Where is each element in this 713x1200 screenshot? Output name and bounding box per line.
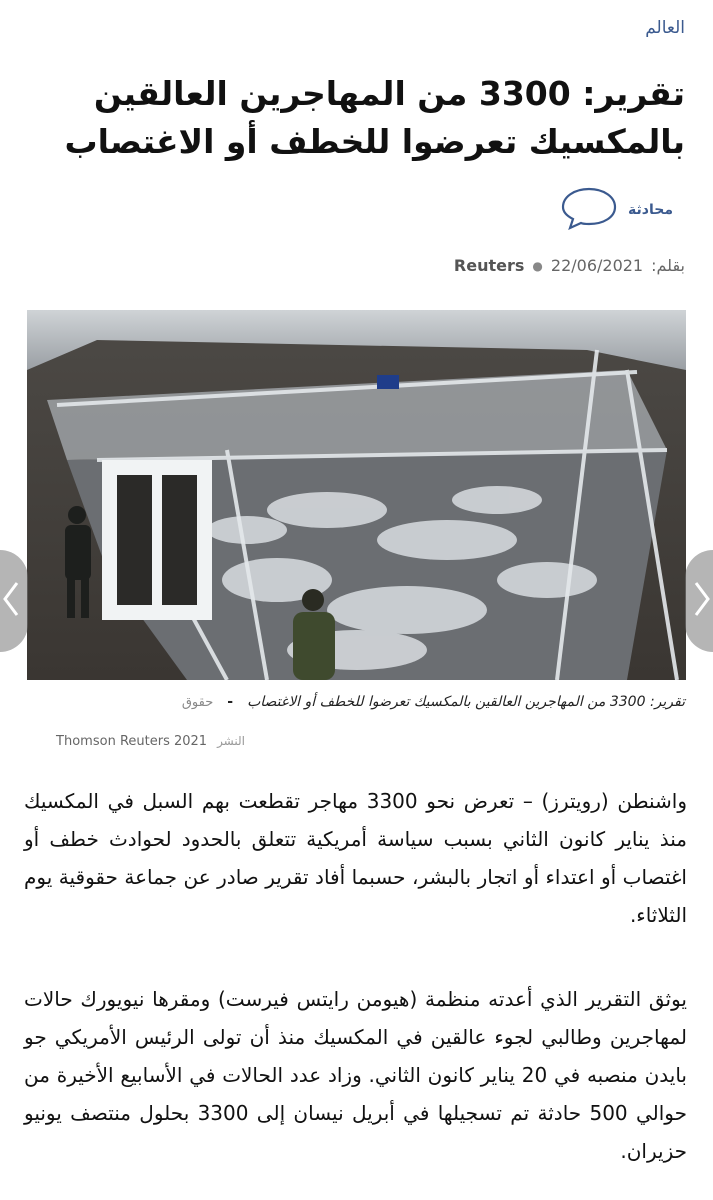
article-headline: تقرير: 3300 من المهاجرين العالقين بالمكسيك تعرضوا للخطف أو الاغتصاب: [64, 74, 685, 161]
article-paragraph: واشنطن (رويترز) – تعرض نحو 3300 مهاجر تقطعت بهم السبل في المكسيك منذ يناير كانون الثاني بسبب سياسة أمريكية تتعلق بالحدود لحوادث خطف أو اغتصاب أو اعتداء أو اتجار بالبشر، حسبما أفاد تقرير صادر عن جماعة حقوقية يوم الثلاثاء.: [24, 789, 687, 927]
previous-image-button[interactable]: [0, 550, 28, 652]
next-image-button[interactable]: [685, 550, 713, 652]
article-photo[interactable]: [27, 310, 686, 680]
photo-illustration: [27, 310, 686, 680]
image-caption: تقرير: 3300 من المهاجرين العالقين بالمكسيك تعرضوا للخطف أو الاغتصاب: [247, 694, 685, 710]
author-link[interactable]: Reuters: [453, 256, 525, 275]
conversation-button[interactable]: [560, 186, 673, 234]
section-link[interactable]: العالم: [645, 18, 685, 38]
speech-bubble-icon: [560, 186, 618, 234]
image-credit: Thomson Reuters 2021: [56, 734, 208, 749]
article-paragraph: يوثق التقرير الذي أعدته منظمة (هيومن رايتس فيرست) ومقرها نيويورك حالات لمهاجرين وطالبي لجوء عالقين في المكسيك منذ أن تولى الرئيس الأمريكي جو بايدن منصبه في 20 يناير كانون الثاني. وزاد عدد الحالات في الأسابيع الأخيرة من حوالي 500 حادثة تم تسجيلها في أبريل نيسان إلى 3300 بحلول منتصف يونيو حزيران.: [24, 987, 688, 1163]
caption-separator: -: [227, 694, 234, 710]
credit-label: النشر: [217, 734, 245, 748]
byline: [454, 256, 685, 275]
chevron-right-icon: [692, 579, 712, 623]
image-caption-row: [28, 694, 685, 710]
byline-separator: ●: [532, 258, 543, 273]
conversation-label: محادثة: [628, 202, 673, 218]
image-credit-row: [56, 734, 245, 749]
caption-rights-tag: حقوق: [181, 694, 214, 710]
chevron-left-icon: [1, 579, 21, 623]
publish-date: 22/06/2021: [550, 256, 644, 275]
byline-label: بقلم:: [651, 256, 685, 275]
